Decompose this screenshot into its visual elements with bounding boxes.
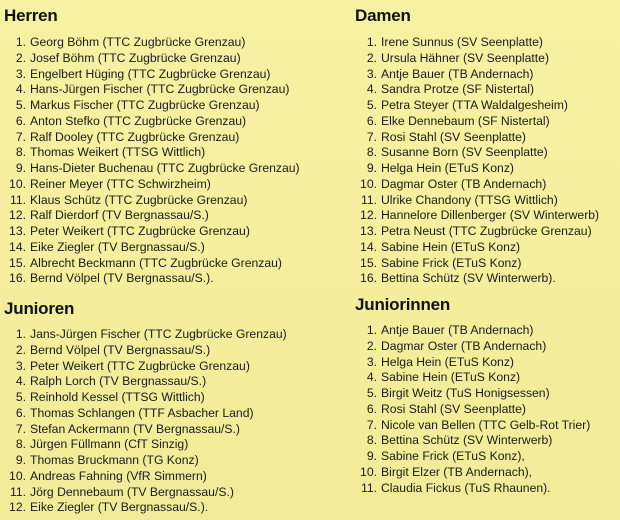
ranking-number: 2. — [15, 342, 26, 357]
player-entry: Rosi Stahl (SV Seenplatte) — [381, 129, 526, 144]
player-entry: Bernd Völpel (TV Bergnassau/S.) — [30, 342, 211, 357]
player-entry: Markus Fischer (TTC Zugbrücke Grenzau) — [30, 98, 260, 112]
ranking-number: 6. — [366, 113, 377, 128]
ranking-entry — [4, 485, 344, 501]
player-entry: Sabine Frick (ETuS Konz), — [381, 449, 525, 463]
player-entry: Reiner Meyer (TTC Schwirzheim) — [30, 176, 211, 191]
player-entry: Hannelore Dillenberger (SV Winterwerb) — [381, 208, 600, 223]
section-title-damen: Damen — [355, 6, 411, 25]
player-entry: Georg Böhm (TTC Zugbrücke Grenzau) — [30, 35, 246, 49]
ranking-entry — [355, 339, 615, 355]
player-entry: Thomas Weikert (TTSG Wittlich) — [30, 145, 206, 160]
ranking-number: 15. — [9, 255, 26, 270]
ranking-entry — [355, 208, 615, 224]
player-entry: Thomas Bruckmann (TG Konz) — [30, 453, 199, 467]
ranking-entry — [4, 208, 344, 224]
ranking-number: 6. — [15, 113, 26, 128]
section-damen — [355, 6, 615, 287]
ranking-number: 2. — [366, 50, 377, 65]
ranking-number: 7. — [15, 129, 26, 144]
player-entry: Dagmar Oster (TB Andernach) — [381, 176, 547, 191]
player-entry: Bettina Schütz (SV Winterwerb). — [381, 271, 556, 286]
player-entry: Ursula Hähner (SV Seenplatte) — [381, 50, 550, 65]
section-herren — [4, 6, 344, 287]
ranking-entry — [355, 35, 615, 51]
player-entry: Ralf Dierdorf (TV Bergnassau/S.) — [30, 208, 209, 223]
player-entry: Antje Bauer (TB Andernach) — [381, 66, 534, 81]
ranking-entry — [4, 469, 344, 485]
player-entry: Hans-Dieter Buchenau (TTC Zugbrücke Grenzau) — [30, 161, 300, 175]
ranking-number: 6. — [366, 401, 377, 416]
ranking-entry — [4, 240, 344, 256]
ranking-number: 5. — [15, 98, 26, 112]
player-entry: Josef Böhm (TTC Zugbrücke Grenzau) — [30, 50, 241, 65]
ranking-list-herren — [4, 35, 344, 287]
ranking-entry — [355, 386, 615, 402]
ranking-entry — [4, 161, 344, 177]
player-entry: Rosi Stahl (SV Seenplatte) — [381, 401, 526, 416]
ranking-entry — [355, 465, 615, 481]
player-entry: Dagmar Oster (TB Andernach) — [381, 338, 547, 353]
player-entry: Jürgen Füllmann (CfT Sinzig) — [30, 437, 189, 452]
ranking-entry — [4, 67, 344, 83]
section-juniorinnen — [355, 295, 615, 496]
ranking-number: 4. — [15, 374, 26, 389]
ranking-entry — [4, 453, 344, 469]
ranking-entry — [355, 402, 615, 418]
player-entry: Claudia Fickus (TuS Rhaunen). — [381, 480, 551, 495]
ranking-number: 5. — [366, 386, 377, 400]
ranking-entry — [355, 370, 615, 386]
player-entry: Ulrike Chandony (TTSG Wittlich) — [381, 192, 558, 207]
player-entry: Engelbert Hüging (TTC Zugbrücke Grenzau) — [30, 66, 271, 81]
ranking-number: 3. — [366, 66, 377, 81]
player-entry: Eike Ziegler (TV Bergnassau/S.) — [30, 239, 205, 254]
ranking-number: 12. — [9, 500, 26, 515]
ranking-entry — [355, 240, 615, 256]
player-entry: Ralph Lorch (TV Bergnassau/S.) — [30, 374, 207, 389]
ranking-number: 3. — [366, 354, 377, 369]
ranking-list-damen — [355, 35, 615, 287]
ranking-number: 11. — [9, 484, 26, 499]
ranking-number: 1. — [15, 35, 26, 49]
ranking-number: 11. — [9, 192, 26, 207]
ranking-number: 11. — [360, 192, 377, 207]
ranking-entry — [4, 390, 344, 406]
player-entry: Helga Hein (ETuS Konz) — [381, 354, 514, 369]
ranking-entry — [355, 433, 615, 449]
ranking-entry — [4, 437, 344, 453]
player-entry: Peter Weikert (TTC Zugbrücke Grenzau) — [30, 358, 250, 373]
ranking-entry — [355, 323, 615, 339]
player-entry: Sabine Hein (ETuS Konz) — [381, 239, 521, 254]
ranking-number: 16. — [9, 271, 26, 286]
ranking-entry — [4, 82, 344, 98]
ranking-number: 4. — [366, 82, 377, 97]
player-entry: Bettina Schütz (SV Winterwerb) — [381, 433, 553, 448]
ranking-entry — [4, 271, 344, 287]
ranking-number: 4. — [15, 82, 26, 97]
ranking-entry — [4, 193, 344, 209]
player-entry: Susanne Born (SV Seenplatte) — [381, 145, 548, 160]
player-entry: Klaus Schütz (TTC Zugbrücke Grenzau) — [30, 192, 248, 207]
ranking-entry — [355, 145, 615, 161]
ranking-number: 13. — [9, 224, 26, 238]
ranking-entry — [355, 481, 615, 497]
ranking-entry — [4, 327, 344, 343]
ranking-entry — [355, 418, 615, 434]
ranking-number: 15. — [360, 255, 377, 270]
ranking-entry — [4, 130, 344, 146]
ranking-number: 14. — [360, 239, 377, 254]
ranking-number: 12. — [360, 208, 377, 223]
player-entry: Elke Dennebaum (SF Nistertal) — [381, 113, 550, 128]
ranking-entry — [4, 145, 344, 161]
ranking-number: 5. — [366, 98, 377, 112]
ranking-entry — [4, 114, 344, 130]
ranking-number: 4. — [366, 370, 377, 385]
ranking-entry — [4, 374, 344, 390]
ranking-entry — [4, 359, 344, 375]
player-entry: Petra Neust (TTC Zugbrücke Grenzau) — [381, 224, 592, 238]
ranking-entry — [355, 114, 615, 130]
player-entry: Helga Hein (ETuS Konz) — [381, 161, 514, 175]
player-entry: Jörg Dennebaum (TV Bergnassau/S.) — [30, 484, 234, 499]
ranking-entry — [355, 51, 615, 67]
section-title-herren: Herren — [4, 6, 58, 25]
player-entry: Peter Weikert (TTC Zugbrücke Grenzau) — [30, 224, 250, 238]
ranking-entry — [355, 82, 615, 98]
ranking-entry — [355, 98, 615, 114]
ranking-entry — [355, 177, 615, 193]
ranking-number: 2. — [366, 338, 377, 353]
ranking-number: 10. — [360, 176, 377, 191]
ranking-number: 8. — [15, 145, 26, 160]
ranking-number: 11. — [360, 480, 377, 495]
player-entry: Bernd Völpel (TV Bergnassau/S.). — [30, 271, 214, 286]
player-entry: Albrecht Beckmann (TTC Zugbrücke Grenzau) — [30, 255, 282, 270]
ranking-list-junioren — [4, 327, 344, 516]
ranking-list-juniorinnen — [355, 323, 615, 496]
ranking-number: 7. — [366, 129, 377, 144]
section-junioren — [4, 299, 344, 516]
player-entry: Eike Ziegler (TV Bergnassau/S.). — [30, 500, 209, 515]
ranking-entry — [4, 224, 344, 240]
ranking-entry — [355, 161, 615, 177]
ranking-number: 9. — [15, 453, 26, 467]
ranking-number: 3. — [15, 66, 26, 81]
ranking-entry — [355, 355, 615, 371]
ranking-entry — [4, 500, 344, 516]
ranking-entry — [4, 51, 344, 67]
ranking-entry — [4, 98, 344, 114]
ranking-entry — [4, 406, 344, 422]
player-entry: Thomas Schlangen (TTF Asbacher Land) — [30, 405, 254, 420]
player-entry: Birgit Weitz (TuS Honigsessen) — [381, 386, 550, 400]
ranking-number: 8. — [15, 437, 26, 452]
ranking-entry — [355, 67, 615, 83]
ranking-entry — [355, 271, 615, 287]
ranking-number: 16. — [360, 271, 377, 286]
ranking-entry — [355, 256, 615, 272]
ranking-entry — [4, 422, 344, 438]
ranking-number: 1. — [366, 323, 377, 337]
ranking-number: 9. — [366, 161, 377, 175]
ranking-number: 2. — [15, 50, 26, 65]
ranking-number: 8. — [366, 433, 377, 448]
player-entry: Andreas Fahning (VfR Simmern) — [30, 468, 207, 483]
ranking-number: 1. — [366, 35, 377, 49]
ranking-number: 7. — [15, 421, 26, 436]
ranking-number: 10. — [9, 468, 26, 483]
ranking-entry — [355, 130, 615, 146]
ranking-number: 14. — [9, 239, 26, 254]
section-title-juniorinnen: Juniorinnen — [355, 295, 451, 314]
player-entry: Sabine Hein (ETuS Konz) — [381, 370, 521, 385]
player-entry: Jans-Jürgen Fischer (TTC Zugbrücke Grenzau) — [30, 327, 287, 341]
player-entry: Sandra Protze (SF Nistertal) — [381, 82, 535, 97]
ranking-number: 12. — [9, 208, 26, 223]
player-entry: Reinhold Kessel (TTSG Wittlich) — [30, 390, 205, 404]
player-entry: Sabine Frick (ETuS Konz) — [381, 255, 522, 270]
ranking-entry — [4, 256, 344, 272]
ranking-number: 6. — [15, 405, 26, 420]
ranking-number: 9. — [366, 449, 377, 463]
ranking-number: 10. — [9, 176, 26, 191]
player-entry: Nicole van Bellen (TTC Gelb-Rot Trier) — [381, 417, 591, 432]
ranking-number: 10. — [360, 464, 377, 479]
ranking-number: 3. — [15, 358, 26, 373]
player-entry: Irene Sunnus (SV Seenplatte) — [381, 35, 543, 49]
ranking-entry — [4, 343, 344, 359]
player-entry: Hans-Jürgen Fischer (TTC Zugbrücke Grenzau) — [30, 82, 290, 97]
ranking-entry — [4, 177, 344, 193]
player-entry: Ralf Dooley (TTC Zugbrücke Grenzau) — [30, 129, 240, 144]
ranking-entry — [355, 193, 615, 209]
ranking-number: 8. — [366, 145, 377, 160]
player-entry: Antje Bauer (TB Andernach) — [381, 323, 534, 337]
ranking-number: 7. — [366, 417, 377, 432]
ranking-entry — [355, 449, 615, 465]
player-entry: Anton Stefko (TTC Zugbrücke Grenzau) — [30, 113, 247, 128]
player-entry: Petra Steyer (TTA Waldalgesheim) — [381, 98, 568, 112]
ranking-number: 5. — [15, 390, 26, 404]
ranking-number: 9. — [15, 161, 26, 175]
ranking-number: 1. — [15, 327, 26, 341]
ranking-entry — [355, 224, 615, 240]
player-entry: Stefan Ackermann (TV Bergnassau/S.) — [30, 421, 240, 436]
section-title-junioren: Junioren — [4, 299, 75, 318]
player-entry: Birgit Elzer (TB Andernach), — [381, 464, 533, 479]
ranking-number: 13. — [360, 224, 377, 238]
ranking-entry — [4, 35, 344, 51]
